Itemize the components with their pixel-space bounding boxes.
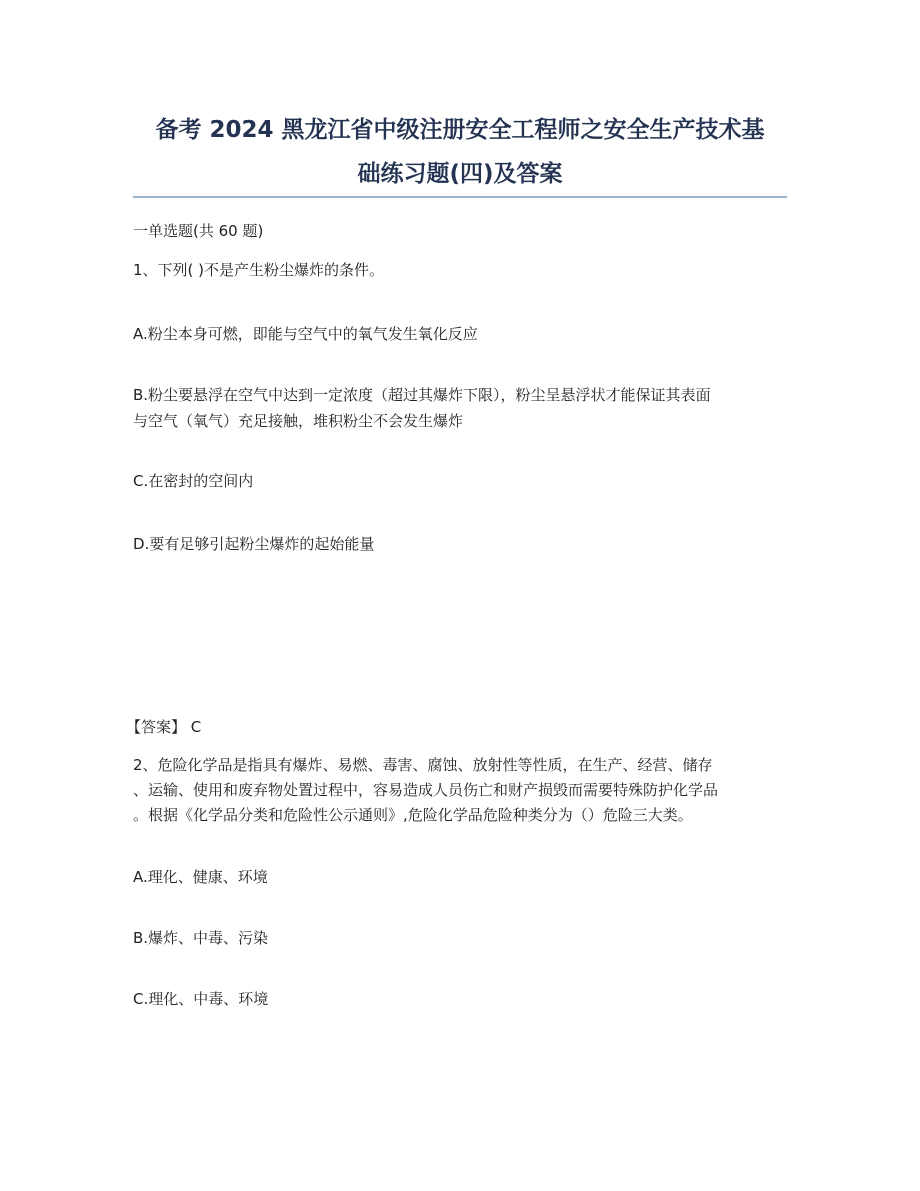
question-2-option-a: A.理化、健康、环境 xyxy=(133,868,268,886)
title-divider xyxy=(133,196,787,198)
question-2-stem-line2: 、运输、使用和废弃物处置过程中，容易造成人员伤亡和财产损毁而需要特殊防护化学品 xyxy=(133,781,719,799)
question-1-option-c: C.在密封的空间内 xyxy=(133,472,254,490)
question-2-option-c: C.理化、中毒、环境 xyxy=(133,990,269,1008)
title-line-2: 础练习题(四)及答案 xyxy=(357,161,563,187)
question-2-option-b: B.爆炸、中毒、污染 xyxy=(133,929,269,947)
question-1-stem: 1、下列( )不是产生粉尘爆炸的条件。 xyxy=(133,261,385,279)
question-1-option-d: D.要有足够引起粉尘爆炸的起始能量 xyxy=(133,535,375,553)
question-2-stem-line3: 。根据《化学品分类和危险性公示通则》,危险化学品危险种类分为（）危险三大类。 xyxy=(133,806,693,824)
question-1-option-b-line1: B.粉尘要悬浮在空气中达到一定浓度（超过其爆炸下限），粉尘呈悬浮状才能保证其表面 xyxy=(133,386,711,404)
question-2-stem-line1: 2、危险化学品是指具有爆炸、易燃、毒害、腐蚀、放射性等性质，在生产、经营、储存 xyxy=(133,756,713,774)
document-title xyxy=(100,108,820,196)
question-1-answer: 【答案】 C xyxy=(126,718,202,736)
section-heading: 一单选题(共 60 题) xyxy=(133,222,264,240)
title-line-1: 备考 2024 黑龙江省中级注册安全工程师之安全生产技术基 xyxy=(155,117,765,143)
question-1-option-b-line2: 与空气（氧气）充足接触，堆积粉尘不会发生爆炸 xyxy=(133,412,464,430)
question-1-option-a: A.粉尘本身可燃，即能与空气中的氧气发生氧化反应 xyxy=(133,325,478,343)
